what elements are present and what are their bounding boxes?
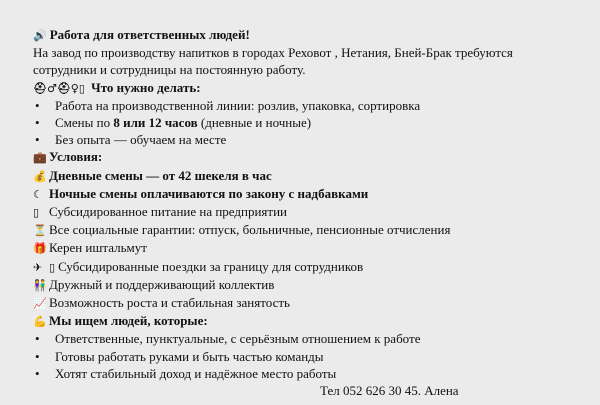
seeking-heading <box>33 312 576 330</box>
intro-paragraph: На завод по производству напитков в городах Реховот , Нетания, Бней-Брак требуются сотрудники и сотрудницы на постоянную работу. <box>33 45 513 78</box>
worker-icons: ⛑♂⛑♀▯ <box>33 81 85 95</box>
growth-line: 📈 Возможность роста и стабильная занятость <box>33 294 576 312</box>
ad-title <box>33 26 576 44</box>
contact-line: Тел 052 626 30 45. Алена <box>320 383 459 399</box>
muscle-icon: 💪 <box>33 315 47 329</box>
list-item: • Смены по 8 или 12 часов (дневные и ночные) <box>35 115 312 131</box>
list-item: • Ответственные, пунктуальные, с серьёзным отношением к работе <box>35 331 421 347</box>
list-item: • Без опыта — обучаем на месте <box>35 132 227 148</box>
night-shifts-line: ☾ Ночные смены оплачиваются по закону с надбавками <box>33 185 576 203</box>
airplane-icon: ✈ <box>33 260 43 274</box>
people-icon: 👫 <box>33 278 47 292</box>
bullet: • <box>35 115 40 131</box>
title-text: Работа для ответственных людей! <box>49 27 250 42</box>
tasks-heading-text: Что нужно делать: <box>91 79 201 95</box>
bullet: • <box>35 97 40 113</box>
speaker-icon: 🔊 <box>33 29 47 42</box>
conditions-heading <box>33 148 576 166</box>
money-bag-icon: 💰 <box>33 169 47 183</box>
seeking-heading-text: Мы ищем людей, которые: <box>49 313 208 329</box>
bullet: • <box>35 365 40 381</box>
bullet: • <box>35 132 40 148</box>
briefcase-icon: 💼 <box>33 151 47 165</box>
tasks-heading <box>33 79 576 97</box>
chart-icon: 📈 <box>33 297 47 311</box>
keren-line: 🎁 Керен иштальмут <box>33 239 576 257</box>
trips-line: ✈ ▯ Субсидированные поездки за границу для сотрудников <box>33 258 576 276</box>
box-icon: ▯ <box>49 260 56 274</box>
team-line: 👫 Дружный и поддерживающий коллектив <box>33 276 576 294</box>
bullet: • <box>35 331 40 347</box>
gift-icon: 🎁 <box>33 242 47 256</box>
list-item: • Хотят стабильный доход и надёжное место работы <box>35 365 337 381</box>
moon-icon: ☾ <box>33 187 43 201</box>
bullet: • <box>35 348 40 364</box>
day-shifts-line: 💰 Дневные смены — от 42 шекеля в час <box>33 167 576 185</box>
list-item: • Работа на производственной линии: розлив, упаковка, сортировка <box>35 97 421 113</box>
hourglass-icon: ⏳ <box>33 224 47 238</box>
social-line: ⏳ Все социальные гарантии: отпуск, больничные, пенсионные отчисления <box>33 221 576 239</box>
food-icon: ▯ <box>33 206 40 220</box>
conditions-heading-text: Условия: <box>49 149 103 165</box>
food-line: ▯ Субсидированное питание на предприятии <box>33 203 576 221</box>
list-item: • Готовы работать руками и быть частью команды <box>35 348 324 364</box>
